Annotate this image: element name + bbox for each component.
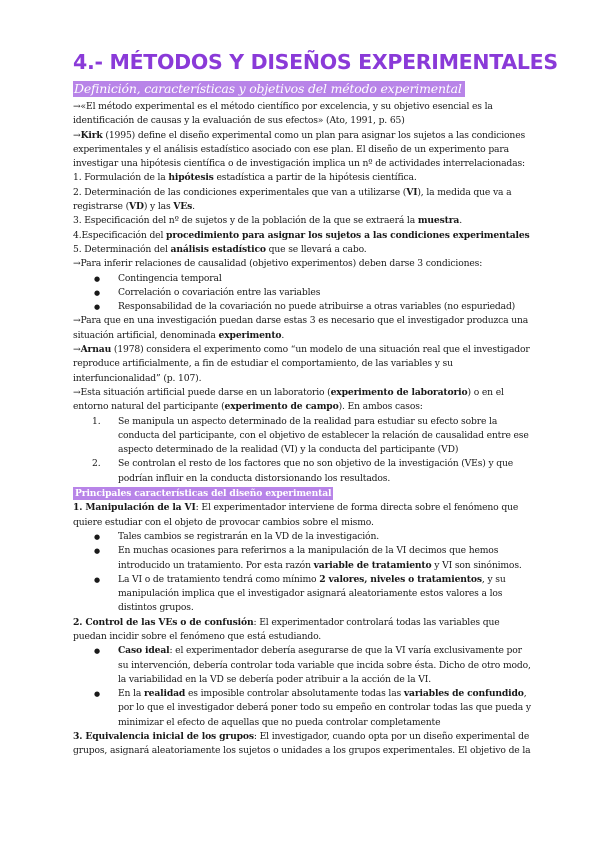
list-item: 1. Se manipula un aspecto determinado de la realidad para estudiar su efecto sobre la conducta del participante, con el objetivo de establecer la relación de causalidad entre ese aspecto determinado de la realidad (VI) y la conducta del participante (VD) [92, 415, 529, 456]
list-item: ● Responsabilidad de la covariación no puede atribuirse a otras variables (no espuriedad) [106, 300, 533, 314]
cases-list [73, 415, 533, 486]
activity-item-1: 1. Formulación de la hipótesis estadística a partir de la hipótesis científica. [73, 172, 417, 184]
list-item: ● Correlación o covariación entre las variables [106, 286, 533, 300]
document-body [73, 100, 533, 759]
list-item: ● En la realidad es imposible controlar absolutamente todas las variables de confundido, por lo que el investigador deberá poner todo su empeño en controlar todas las que pueda y minimizar el efecto de aquellas que no pueda controlar completamente [106, 687, 533, 730]
characteristic-2: 2. Control de las VEs o de confusión: El experimentador controlará todas las variables que puedan incidir sobre el fenómeno que está estudiando. [73, 616, 500, 642]
activity-item-5: 5. Determinación del análisis estadístico que se llevará a cabo. [73, 243, 367, 255]
section-subtitle: Definición, características y objetivos del método experimental [73, 81, 465, 97]
characteristic-1-list [73, 530, 533, 616]
list-item: ● Contingencia temporal [106, 272, 533, 286]
paragraph-causality: →Para inferir relaciones de causalidad (objetivo experimentos) deben darse 3 condiciones: [73, 258, 483, 270]
activity-item-2: 2. Determinación de las condiciones experimentales que van a utilizarse (VI), la medida que va a registrarse (VD) y las VEs. [73, 186, 512, 213]
activity-item-3: 3. Especificación del nº de sujetos y de la población de la que se extraerá la muestra. [73, 215, 463, 227]
characteristic-1: 1. Manipulación de la VI: El experimentador interviene de forma directa sobre el fenómeno que quiere estudiar con el objeto de provocar cambios sobre el mismo. [73, 502, 519, 528]
paragraph-kirk: →Kirk (1995) define el diseño experimental como un plan para asignar los sujetos a las condiciones experimentales y el análisis estadístico asociado con ese plan. El diseño de un experimento para investigar una hipótesis científica o de investigación implica un nº de actividades interrelacionadas: [73, 129, 526, 170]
list-item: ● Caso ideal: el experimentador debería asegurarse de que la VI varía exclusivamente por su intervención, debería controlar toda variable que incida sobre ésta. Dicho de otro modo, la variabilidad en la VD se debería poder atribuir a la acción de la VI. [106, 644, 533, 687]
paragraph-experiment: →Para que en una investigación puedan darse estas 3 es necesario que el investigador produzca una situación artificial, denominada experimento. [73, 315, 529, 341]
paragraph-arnau: →Arnau (1978) considera el experimento como “un modelo de una situación real que el investigador reproduce artificialmente, a fin de estudiar el comportamiento, de las variables y su interfuncionalidad” (p. 107). [73, 344, 530, 384]
characteristic-3: 3. Equivalencia inicial de los grupos: El investigador, cuando opta por un diseño experimental de grupos, asignará aleatoriamente los sujetos o unidades a los grupos experimentales. El objetivo de la [73, 731, 531, 757]
section-heading: Principales características del diseño experimental [75, 488, 332, 500]
conditions-list [73, 272, 533, 315]
paragraph-laboratory: →Esta situación artificial puede darse en un laboratorio (experimento de laboratorio) o en el entorno natural del participante (experimento de campo). En ambos casos: [73, 386, 504, 413]
list-item: ● La VI o de tratamiento tendrá como mínimo 2 valores, niveles o tratamientos, y su manipulación implica que el investigador asignará aleatoriamente estos valores a los distintos grupos. [106, 573, 533, 616]
list-item: ● Tales cambios se registrarán en la VD de la investigación. [106, 530, 533, 544]
activity-item-4: 4.Especificación del procedimiento para asignar los sujetos a las condiciones experimentales [73, 229, 530, 241]
paragraph-ato-quote: →«El método experimental es el método científico por excelencia, y su objetivo esencial es la identificación de causas y la evaluación de sus efectos» (Ato, 1991, p. 65) [73, 101, 493, 127]
page-title: 4.- MÉTODOS Y DISEÑOS EXPERIMENTALES [73, 50, 558, 74]
list-item: 2. Se controlan el resto de los factores que no son objetivo de la investigación (VEs) y que podrían influir en la conducta distorsionando los resultados. [92, 458, 514, 484]
characteristic-2-list [73, 644, 533, 730]
list-item: ● En muchas ocasiones para referirnos a la manipulación de la VI decimos que hemos introducido un tratamiento. Por esta razón variable de tratamiento y VI son sinónimos. [106, 544, 533, 573]
